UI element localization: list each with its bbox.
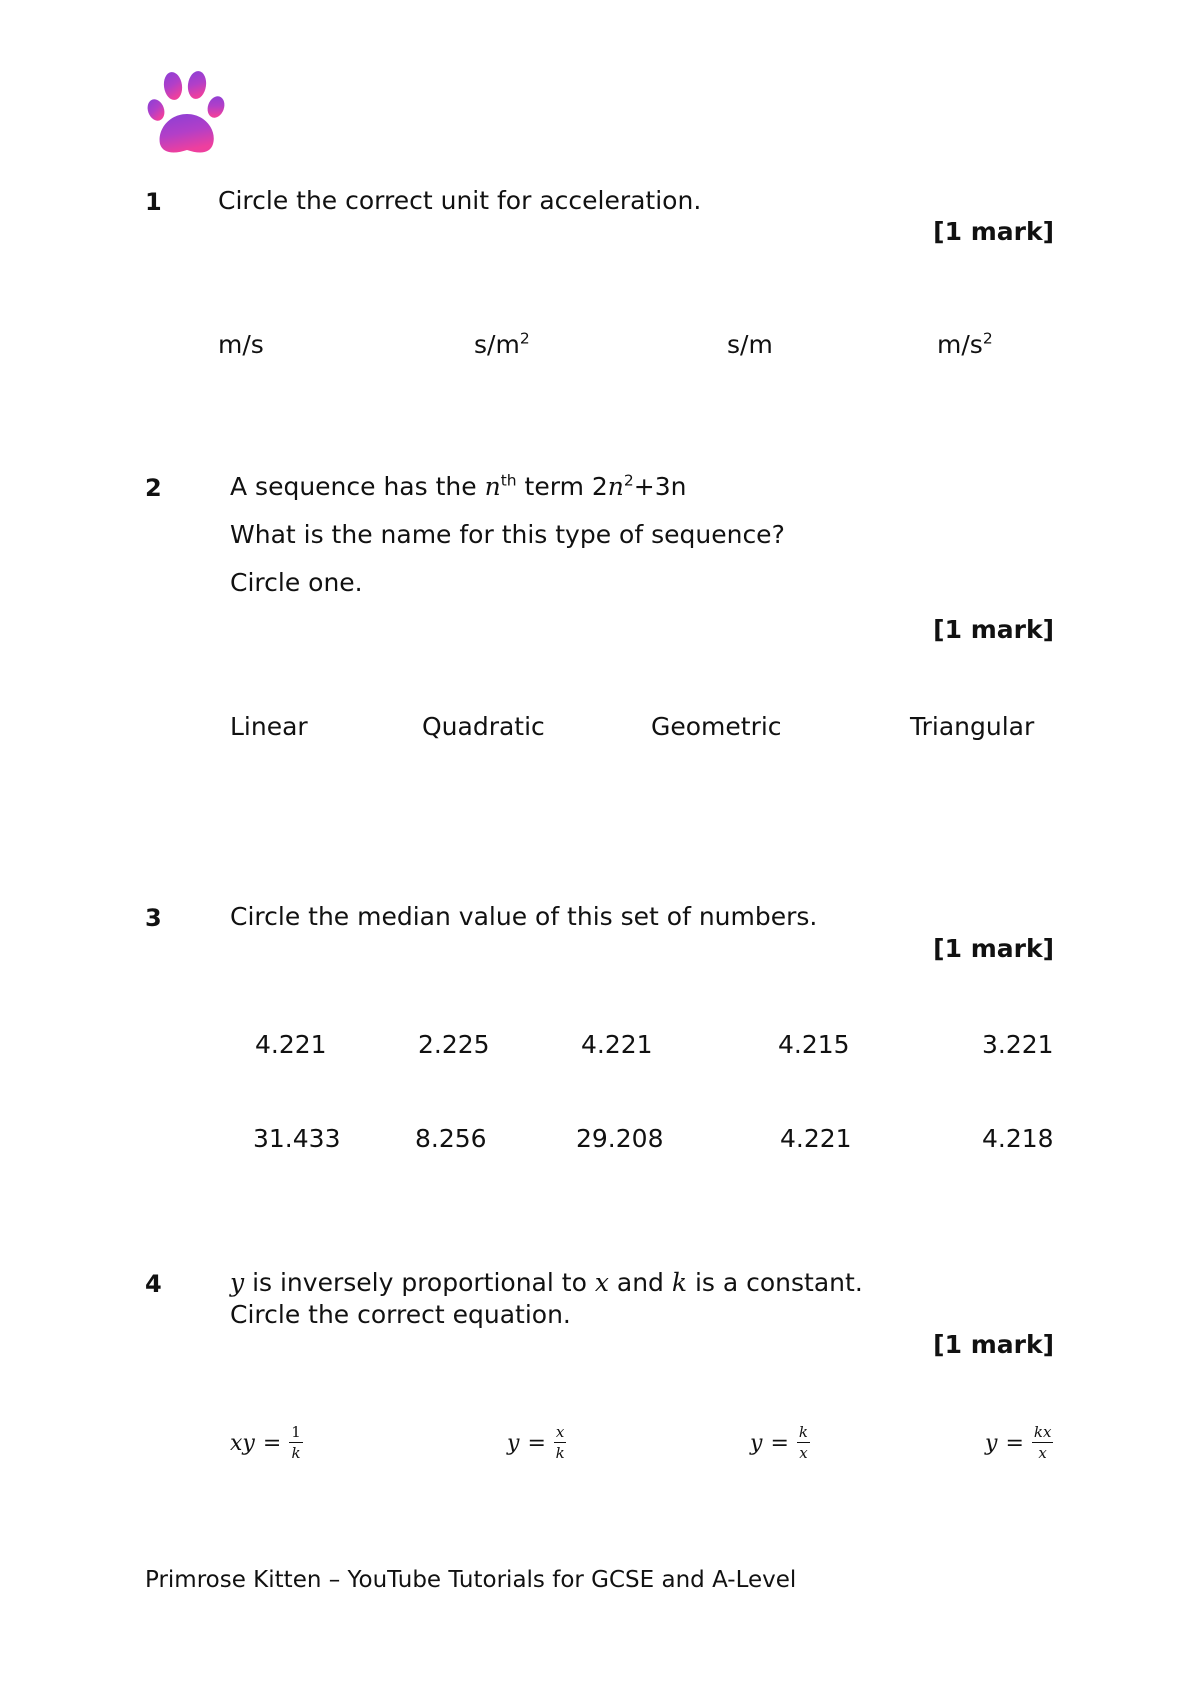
number-option[interactable]: 31.433 [253,1124,341,1153]
question-prompt: y is inversely proportional to x and k is a constant. [230,1268,863,1297]
question-number: 2 [145,474,162,502]
number-option[interactable]: 4.221 [780,1124,852,1153]
question-prompt: A sequence has the $n^{th}$ term $2n^2+3n$ [230,471,687,501]
number-option[interactable]: 4.215 [778,1030,850,1059]
answer-option[interactable]: Linear [230,712,308,741]
answer-option[interactable]: $m/s^2$ [937,329,993,359]
question-text: Circle the correct equation. [230,1300,571,1329]
marks-label: [1 mark] [933,1330,1054,1359]
answer-option[interactable]: m/s [218,330,264,359]
question-text: Circle one. [230,568,363,597]
equation-option[interactable]: y = $\frac{x}{k}$ [507,1423,565,1462]
equation-option[interactable]: y = $\frac{k}{x}$ [750,1423,808,1462]
marks-label: [1 mark] [933,934,1054,963]
page-footer: Primrose Kitten – YouTube Tutorials for GCSE and A-Level [145,1567,797,1593]
number-option[interactable]: 4.221 [255,1030,327,1059]
question-prompt: Circle the correct unit for acceleration. [218,186,702,215]
answer-option[interactable]: Triangular [910,712,1035,741]
equation-option[interactable]: y = $\frac{kx}{x}$ [985,1423,1052,1462]
equation-option[interactable]: xy = $\frac{1}{k}$ [230,1423,301,1462]
number-option[interactable]: 4.218 [982,1124,1054,1153]
question-text: What is the name for this type of sequence? [230,520,785,549]
number-option[interactable]: 4.221 [581,1030,653,1059]
answer-option[interactable]: $s/m^2$ [474,329,530,359]
number-option[interactable]: 3.221 [982,1030,1054,1059]
paw-print-icon [147,70,229,158]
number-option[interactable]: 29.208 [576,1124,664,1153]
marks-label: [1 mark] [933,615,1054,644]
question-number: 1 [145,188,162,216]
question-number: 3 [145,904,162,932]
question-number: 4 [145,1270,162,1298]
marks-label: [1 mark] [933,217,1054,246]
answer-option[interactable]: s/m [727,330,773,359]
answer-option[interactable]: Quadratic [422,712,545,741]
answer-option[interactable]: Geometric [651,712,782,741]
number-option[interactable]: 8.256 [415,1124,487,1153]
number-option[interactable]: 2.225 [418,1030,490,1059]
question-prompt: Circle the median value of this set of numbers. [230,902,818,931]
